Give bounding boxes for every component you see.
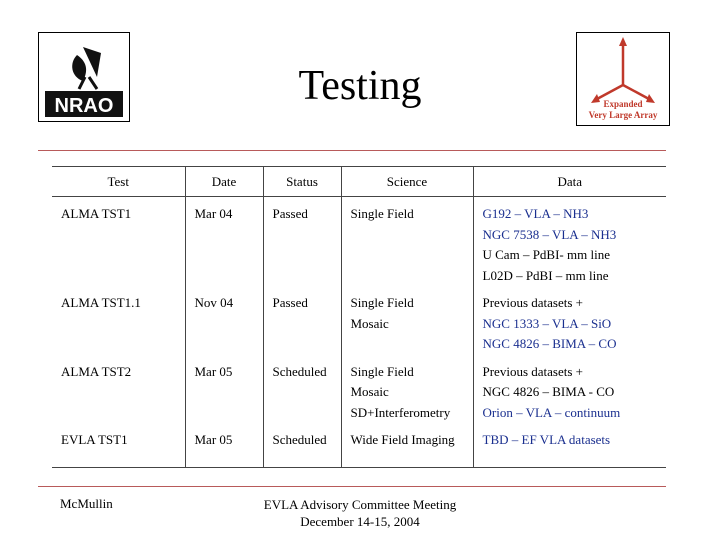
footer-event-title: EVLA Advisory Committee Meeting xyxy=(263,497,457,512)
header-data: Data xyxy=(473,167,666,197)
table-header-row xyxy=(52,167,666,197)
nrao-logo-text: NRAO xyxy=(54,95,114,117)
table-row xyxy=(52,355,666,424)
evla-logo-text-line2: Very Large Array xyxy=(588,110,658,120)
cell-status: Passed xyxy=(263,197,341,287)
cell-data: TBD – EF VLA datasets xyxy=(473,423,666,468)
table-row xyxy=(52,423,666,468)
table-row xyxy=(52,286,666,355)
cell-status: Passed xyxy=(263,286,341,355)
header-status: Status xyxy=(263,167,341,197)
footer-event-date: December 14-15, 2004 xyxy=(300,514,420,529)
table-row xyxy=(52,197,666,287)
page-title: Testing xyxy=(298,63,422,109)
cell-test: EVLA TST1 xyxy=(52,423,185,468)
cell-test: ALMA TST1.1 xyxy=(52,286,185,355)
cell-date: Mar 05 xyxy=(185,355,263,424)
cell-science: Single Field Mosaic SD+Interferometry xyxy=(341,355,473,424)
cell-data: Previous datasets + NGC 1333 – VLA – SiO NGC 4826 – BIMA – CO xyxy=(482,295,617,351)
cell-status: Scheduled xyxy=(263,355,341,424)
cell-science: Single Field xyxy=(341,197,473,287)
cell-status: Scheduled xyxy=(263,423,341,468)
footer-author: McMullin xyxy=(60,496,113,511)
cell-test: ALMA TST1 xyxy=(52,197,185,287)
bottom-divider xyxy=(38,486,666,487)
cell-data: G192 – VLA – NH3 NGC 7538 – VLA – NH3 U Cam – PdBI- mm line L02D – PdBI – mm line xyxy=(482,206,617,283)
cell-science: Wide Field Imaging xyxy=(341,423,473,468)
footer-event xyxy=(0,496,720,530)
cell-date: Mar 05 xyxy=(185,423,263,468)
cell-date: Mar 04 xyxy=(185,197,263,287)
cell-test: ALMA TST2 xyxy=(52,355,185,424)
cell-date: Nov 04 xyxy=(185,286,263,355)
top-divider xyxy=(38,150,666,151)
cell-data: Previous datasets + NGC 4826 – BIMA - CO Orion – VLA – continuum xyxy=(482,363,621,420)
cell-science: Single Field Mosaic xyxy=(341,286,473,355)
header-date: Date xyxy=(185,167,263,197)
header-science: Science xyxy=(341,167,473,197)
testing-table xyxy=(52,166,666,468)
evla-logo-text-line1: Expanded xyxy=(603,99,643,109)
header-test: Test xyxy=(52,167,185,197)
